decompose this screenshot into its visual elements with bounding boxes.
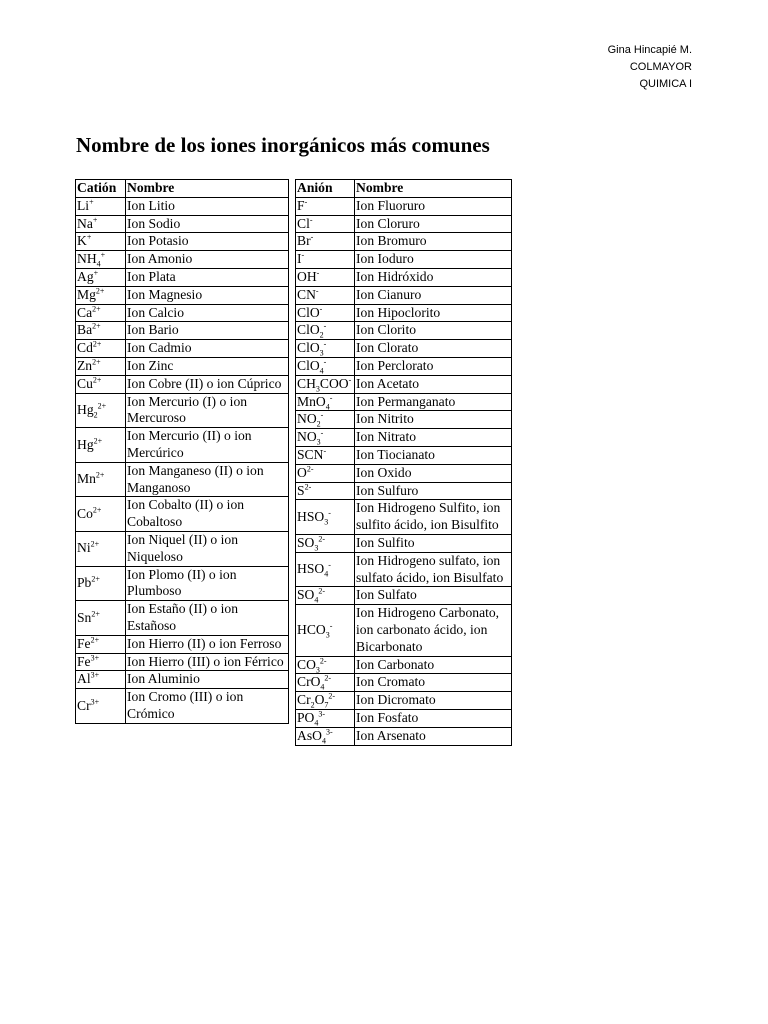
ion-symbol xyxy=(296,692,355,710)
author-name: Gina Hincapié M. xyxy=(607,44,692,56)
table-row xyxy=(296,534,512,552)
subscript: 2 xyxy=(310,700,315,710)
ion-symbol xyxy=(76,233,126,251)
symbol-text: F xyxy=(297,197,305,213)
table-row xyxy=(76,689,289,724)
ion-symbol xyxy=(296,340,355,358)
table-row xyxy=(76,357,289,375)
table-row xyxy=(296,411,512,429)
charge: - xyxy=(328,560,331,570)
table-row xyxy=(76,497,289,532)
charge: - xyxy=(309,215,313,225)
table-row xyxy=(76,428,289,463)
symbol-text: NH xyxy=(77,251,97,267)
charge: - xyxy=(304,197,308,207)
ion-symbol xyxy=(76,304,126,322)
table-row xyxy=(296,727,512,745)
symbol-text: SO xyxy=(297,587,315,603)
symbol-text: Mn xyxy=(77,471,96,487)
charge: 2- xyxy=(306,464,314,474)
charge: 2+ xyxy=(97,401,107,411)
symbol-text: COO xyxy=(319,375,349,391)
table-row xyxy=(296,357,512,375)
symbol-text: S xyxy=(297,482,305,498)
charge: 2+ xyxy=(92,321,101,331)
charge: + xyxy=(92,215,98,225)
ion-name: Ion Bromuro xyxy=(355,233,512,251)
table-row xyxy=(76,322,289,340)
charge: - xyxy=(328,508,331,518)
ion-name: Ion Cadmio xyxy=(126,340,289,358)
ion-name: Ion Ioduro xyxy=(355,251,512,269)
table-header-row xyxy=(76,180,289,198)
ion-name: Ion Cloruro xyxy=(355,215,512,233)
subscript: 4 xyxy=(314,596,319,606)
charge: - xyxy=(319,304,323,314)
charge: 3- xyxy=(325,727,333,737)
symbol-text: Ni xyxy=(77,540,91,556)
table-row xyxy=(76,671,289,689)
ion-symbol xyxy=(296,587,355,605)
charge: - xyxy=(301,250,305,260)
ion-symbol xyxy=(76,653,126,671)
symbol-text: Ba xyxy=(77,322,93,338)
table-row xyxy=(296,500,512,535)
symbol-text: Ag xyxy=(77,268,94,284)
table-row xyxy=(296,674,512,692)
table-row xyxy=(76,462,289,497)
table-row xyxy=(76,340,289,358)
symbol-text: Cr xyxy=(297,692,311,708)
document-header xyxy=(608,42,692,93)
charge: + xyxy=(86,232,92,242)
ion-name: Ion Clorato xyxy=(355,340,512,358)
ion-name: Ion Mercurio (I) o ion Mercuroso xyxy=(126,393,289,428)
table-row xyxy=(76,375,289,393)
anion-table xyxy=(295,179,512,746)
ion-name: Ion Hidrogeno Carbonato, ion carbonato ácido, ion Bicarbonato xyxy=(355,605,512,656)
charge: - xyxy=(310,232,314,242)
ion-name: Ion Manganeso (II) o ion Manganoso xyxy=(126,462,289,497)
ion-symbol xyxy=(76,635,126,653)
ion-name: Ion Mercurio (II) o ion Mercúrico xyxy=(126,428,289,463)
symbol-text: HSO xyxy=(297,508,325,524)
ion-name: Ion Permanganato xyxy=(355,393,512,411)
ion-name: Ion Cromato xyxy=(355,674,512,692)
table-row xyxy=(296,446,512,464)
symbol-text: ClO xyxy=(297,322,320,338)
ion-name: Ion Plomo (II) o ion Plumboso xyxy=(126,566,289,601)
subscript: 3 xyxy=(316,437,321,447)
table-row xyxy=(296,429,512,447)
ion-symbol xyxy=(296,552,355,587)
table-row xyxy=(296,215,512,233)
table-row xyxy=(296,552,512,587)
ion-symbol xyxy=(296,500,355,535)
symbol-text: AsO xyxy=(297,727,322,743)
symbol-text: Co xyxy=(77,505,93,521)
table-row xyxy=(76,304,289,322)
ion-name: Ion Carbonato xyxy=(355,656,512,674)
table-row xyxy=(296,692,512,710)
ion-symbol xyxy=(296,251,355,269)
symbol-text: CrO xyxy=(297,674,321,690)
charge: - xyxy=(320,410,324,420)
symbol-text: CH xyxy=(297,375,316,391)
ion-name: Ion Aluminio xyxy=(126,671,289,689)
ion-symbol xyxy=(76,268,126,286)
table-row xyxy=(296,709,512,727)
ion-symbol xyxy=(76,671,126,689)
ion-symbol xyxy=(296,322,355,340)
ion-symbol xyxy=(76,601,126,636)
table-row xyxy=(296,482,512,500)
table-row xyxy=(76,601,289,636)
ion-symbol xyxy=(76,197,126,215)
ion-symbol xyxy=(296,429,355,447)
charge: 2+ xyxy=(91,608,100,618)
table-row xyxy=(76,393,289,428)
ion-symbol xyxy=(296,446,355,464)
charge: 2- xyxy=(318,534,326,544)
symbol-text: NO xyxy=(297,429,317,445)
ion-symbol xyxy=(76,428,126,463)
ion-symbol xyxy=(296,268,355,286)
table-row xyxy=(76,531,289,566)
symbol-text: Hg xyxy=(77,401,94,417)
charge: - xyxy=(329,393,333,403)
ion-symbol xyxy=(296,215,355,233)
charge: + xyxy=(100,250,106,260)
ion-name: Ion Arsenato xyxy=(355,727,512,745)
ion-name: Ion Hidrogeno sulfato, ion sulfato ácido, ion Bisulfato xyxy=(355,552,512,587)
subscript: 4 xyxy=(324,569,329,579)
institution-name: COLMAYOR xyxy=(629,61,692,73)
table-row xyxy=(76,286,289,304)
symbol-text: CN xyxy=(297,286,316,302)
ion-symbol xyxy=(76,566,126,601)
ion-symbol xyxy=(296,482,355,500)
ion-name: Ion Clorito xyxy=(355,322,512,340)
subscript: 2 xyxy=(316,420,321,430)
ion-name: Ion Hierro (III) o ion Férrico xyxy=(126,653,289,671)
ion-name: Ion Niquel (II) o ion Niqueloso xyxy=(126,531,289,566)
charge: 3+ xyxy=(90,696,100,706)
symbol-text: NO xyxy=(297,411,317,427)
symbol-text: Sn xyxy=(77,609,92,625)
subscript: 3 xyxy=(314,543,319,553)
table-row xyxy=(296,464,512,482)
symbol-text: I xyxy=(297,251,302,267)
ion-symbol xyxy=(296,357,355,375)
ion-symbol xyxy=(296,197,355,215)
charge: 2- xyxy=(304,482,312,492)
symbol-text: CO xyxy=(297,656,316,672)
subscript: 3 xyxy=(324,517,329,527)
charge: - xyxy=(323,321,327,331)
ion-name: Ion Estaño (II) o ion Estañoso xyxy=(126,601,289,636)
table-row xyxy=(76,566,289,601)
ion-name: Ion Bario xyxy=(126,322,289,340)
ion-name: Ion Fosfato xyxy=(355,709,512,727)
cation-table xyxy=(75,179,289,724)
column-header-cation: Catión xyxy=(76,180,126,198)
ion-name: Ion Nitrato xyxy=(355,429,512,447)
symbol-text: HCO xyxy=(297,621,326,637)
table-row xyxy=(76,635,289,653)
charge: + xyxy=(89,197,94,207)
ion-name: Ion Fluoruro xyxy=(355,197,512,215)
charge: 2- xyxy=(324,673,332,683)
charge: 2- xyxy=(328,691,336,701)
charge: - xyxy=(323,446,327,456)
table-row xyxy=(296,197,512,215)
symbol-text: Fe xyxy=(77,635,91,651)
ion-symbol xyxy=(76,531,126,566)
charge: - xyxy=(320,428,324,438)
symbol-text: Cr xyxy=(77,697,91,713)
ion-name: Ion Nitrito xyxy=(355,411,512,429)
ion-symbol xyxy=(76,215,126,233)
symbol-text: Na xyxy=(77,215,93,231)
charge: 2+ xyxy=(90,539,100,549)
charge: 3- xyxy=(318,709,326,719)
ion-name: Ion Cobalto (II) o ion Cobaltoso xyxy=(126,497,289,532)
charge: 2+ xyxy=(92,505,102,515)
subscript: 3 xyxy=(315,384,320,394)
symbol-text: PO xyxy=(297,709,315,725)
subscript: 7 xyxy=(324,700,329,710)
subscript: 4 xyxy=(314,718,319,728)
ion-name: Ion Oxido xyxy=(355,464,512,482)
ion-name: Ion Calcio xyxy=(126,304,289,322)
ion-name: Ion Potasio xyxy=(126,233,289,251)
ion-symbol xyxy=(296,233,355,251)
table-row xyxy=(296,251,512,269)
subscript: 2 xyxy=(319,331,324,341)
table-row xyxy=(296,233,512,251)
ion-symbol xyxy=(76,462,126,497)
symbol-text: OH xyxy=(297,268,317,284)
charge: 2+ xyxy=(90,635,100,645)
ion-symbol xyxy=(76,497,126,532)
ion-symbol xyxy=(296,709,355,727)
table-row xyxy=(296,375,512,393)
charge: 2- xyxy=(318,586,326,596)
ion-name: Ion Acetato xyxy=(355,375,512,393)
subscript: 3 xyxy=(319,348,324,358)
symbol-text: O xyxy=(314,692,325,708)
ion-name: Ion Magnesio xyxy=(126,286,289,304)
table-row xyxy=(296,340,512,358)
subscript: 4 xyxy=(321,736,326,746)
ion-symbol xyxy=(296,286,355,304)
charge: - xyxy=(348,375,352,385)
ion-symbol xyxy=(76,357,126,375)
subscript: 4 xyxy=(96,259,101,269)
ion-name: Ion Hidróxido xyxy=(355,268,512,286)
charge: 2+ xyxy=(92,375,102,385)
ion-name: Ion Dicromato xyxy=(355,692,512,710)
ion-name: Ion Cromo (III) o ion Crómico xyxy=(126,689,289,724)
ion-name: Ion Hidrogeno Sulfito, ion sulfito ácido, ion Bisulfito xyxy=(355,500,512,535)
course-name: QUIMICA I xyxy=(639,78,692,90)
symbol-text: HSO xyxy=(297,561,325,577)
ion-symbol xyxy=(76,340,126,358)
ion-symbol xyxy=(296,534,355,552)
table-row xyxy=(296,605,512,656)
charge: - xyxy=(323,357,327,367)
charge: 3+ xyxy=(90,652,100,662)
symbol-text: MnO xyxy=(297,393,326,409)
charge: - xyxy=(329,621,333,631)
ion-symbol xyxy=(76,393,126,428)
ion-symbol xyxy=(296,464,355,482)
ion-name: Ion Perclorato xyxy=(355,357,512,375)
table-row xyxy=(296,322,512,340)
page-title: Nombre de los iones inorgánicos más comunes xyxy=(76,133,490,157)
charge: - xyxy=(316,268,320,278)
subscript: 3 xyxy=(315,665,320,675)
ion-symbol xyxy=(296,605,355,656)
ion-name: Ion Zinc xyxy=(126,357,289,375)
charge: 2+ xyxy=(92,304,101,314)
table-row xyxy=(296,304,512,322)
symbol-text: K xyxy=(77,233,87,249)
symbol-text: Al xyxy=(77,671,91,687)
table-row xyxy=(76,251,289,269)
charge: 3+ xyxy=(90,670,100,680)
charge: - xyxy=(315,286,319,296)
symbol-text: Cl xyxy=(297,215,310,231)
ion-symbol xyxy=(296,411,355,429)
charge: - xyxy=(323,339,327,349)
ion-symbol xyxy=(296,375,355,393)
column-header-name: Nombre xyxy=(126,180,289,198)
symbol-text: Cd xyxy=(77,340,93,356)
symbol-text: O xyxy=(297,464,307,480)
charge: 2- xyxy=(319,655,327,665)
table-row xyxy=(296,268,512,286)
ion-name: Ion Cianuro xyxy=(355,286,512,304)
ion-symbol xyxy=(296,727,355,745)
ion-name: Ion Tiocianato xyxy=(355,446,512,464)
charge: 2+ xyxy=(95,286,105,296)
ion-name: Ion Sulfato xyxy=(355,587,512,605)
symbol-text: SO xyxy=(297,534,315,550)
table-row xyxy=(296,587,512,605)
ion-name: Ion Cobre (II) o ion Cúprico xyxy=(126,375,289,393)
ion-symbol xyxy=(76,375,126,393)
symbol-text: Ca xyxy=(77,304,93,320)
ion-symbol xyxy=(296,393,355,411)
ion-name: Ion Sulfito xyxy=(355,534,512,552)
ion-name: Ion Sulfuro xyxy=(355,482,512,500)
ion-name: Ion Plata xyxy=(126,268,289,286)
ion-symbol xyxy=(76,251,126,269)
table-row xyxy=(296,393,512,411)
symbol-text: Cu xyxy=(77,375,93,391)
ion-symbol xyxy=(296,656,355,674)
symbol-text: ClO xyxy=(297,357,320,373)
table-row xyxy=(296,286,512,304)
charge: 2+ xyxy=(93,436,103,446)
symbol-text: ClO xyxy=(297,304,320,320)
ion-name: Ion Litio xyxy=(126,197,289,215)
charge: 2+ xyxy=(91,574,100,584)
subscript: 3 xyxy=(325,630,330,640)
symbol-text: ClO xyxy=(297,340,320,356)
table-row xyxy=(76,233,289,251)
ion-symbol xyxy=(76,286,126,304)
ion-symbol xyxy=(296,674,355,692)
subscript: 4 xyxy=(325,402,330,412)
charge: 2+ xyxy=(95,470,105,480)
column-header-anion: Anión xyxy=(296,180,355,198)
symbol-text: Zn xyxy=(77,357,93,373)
subscript: 4 xyxy=(319,366,324,376)
table-row xyxy=(296,656,512,674)
charge: + xyxy=(93,268,99,278)
charge: 2+ xyxy=(92,357,101,367)
table-row xyxy=(76,197,289,215)
ion-symbol xyxy=(76,322,126,340)
ion-symbol xyxy=(296,304,355,322)
table-header-row xyxy=(296,180,512,198)
ion-name: Ion Hierro (II) o ion Ferroso xyxy=(126,635,289,653)
subscript: 4 xyxy=(320,683,325,693)
table-row xyxy=(76,215,289,233)
ion-name: Ion Hipoclorito xyxy=(355,304,512,322)
symbol-text: Mg xyxy=(77,286,96,302)
subscript: 2 xyxy=(93,410,98,420)
column-header-name: Nombre xyxy=(355,180,512,198)
symbol-text: Hg xyxy=(77,436,94,452)
symbol-text: Br xyxy=(297,233,311,249)
symbol-text: Fe xyxy=(77,653,91,669)
ion-name: Ion Amonio xyxy=(126,251,289,269)
ion-symbol xyxy=(76,689,126,724)
ion-name: Ion Sodio xyxy=(126,215,289,233)
charge: 2+ xyxy=(92,339,102,349)
table-row xyxy=(76,653,289,671)
symbol-text: Pb xyxy=(77,574,92,590)
symbol-text: Li xyxy=(77,197,90,213)
symbol-text: SCN xyxy=(297,446,324,462)
table-row xyxy=(76,268,289,286)
